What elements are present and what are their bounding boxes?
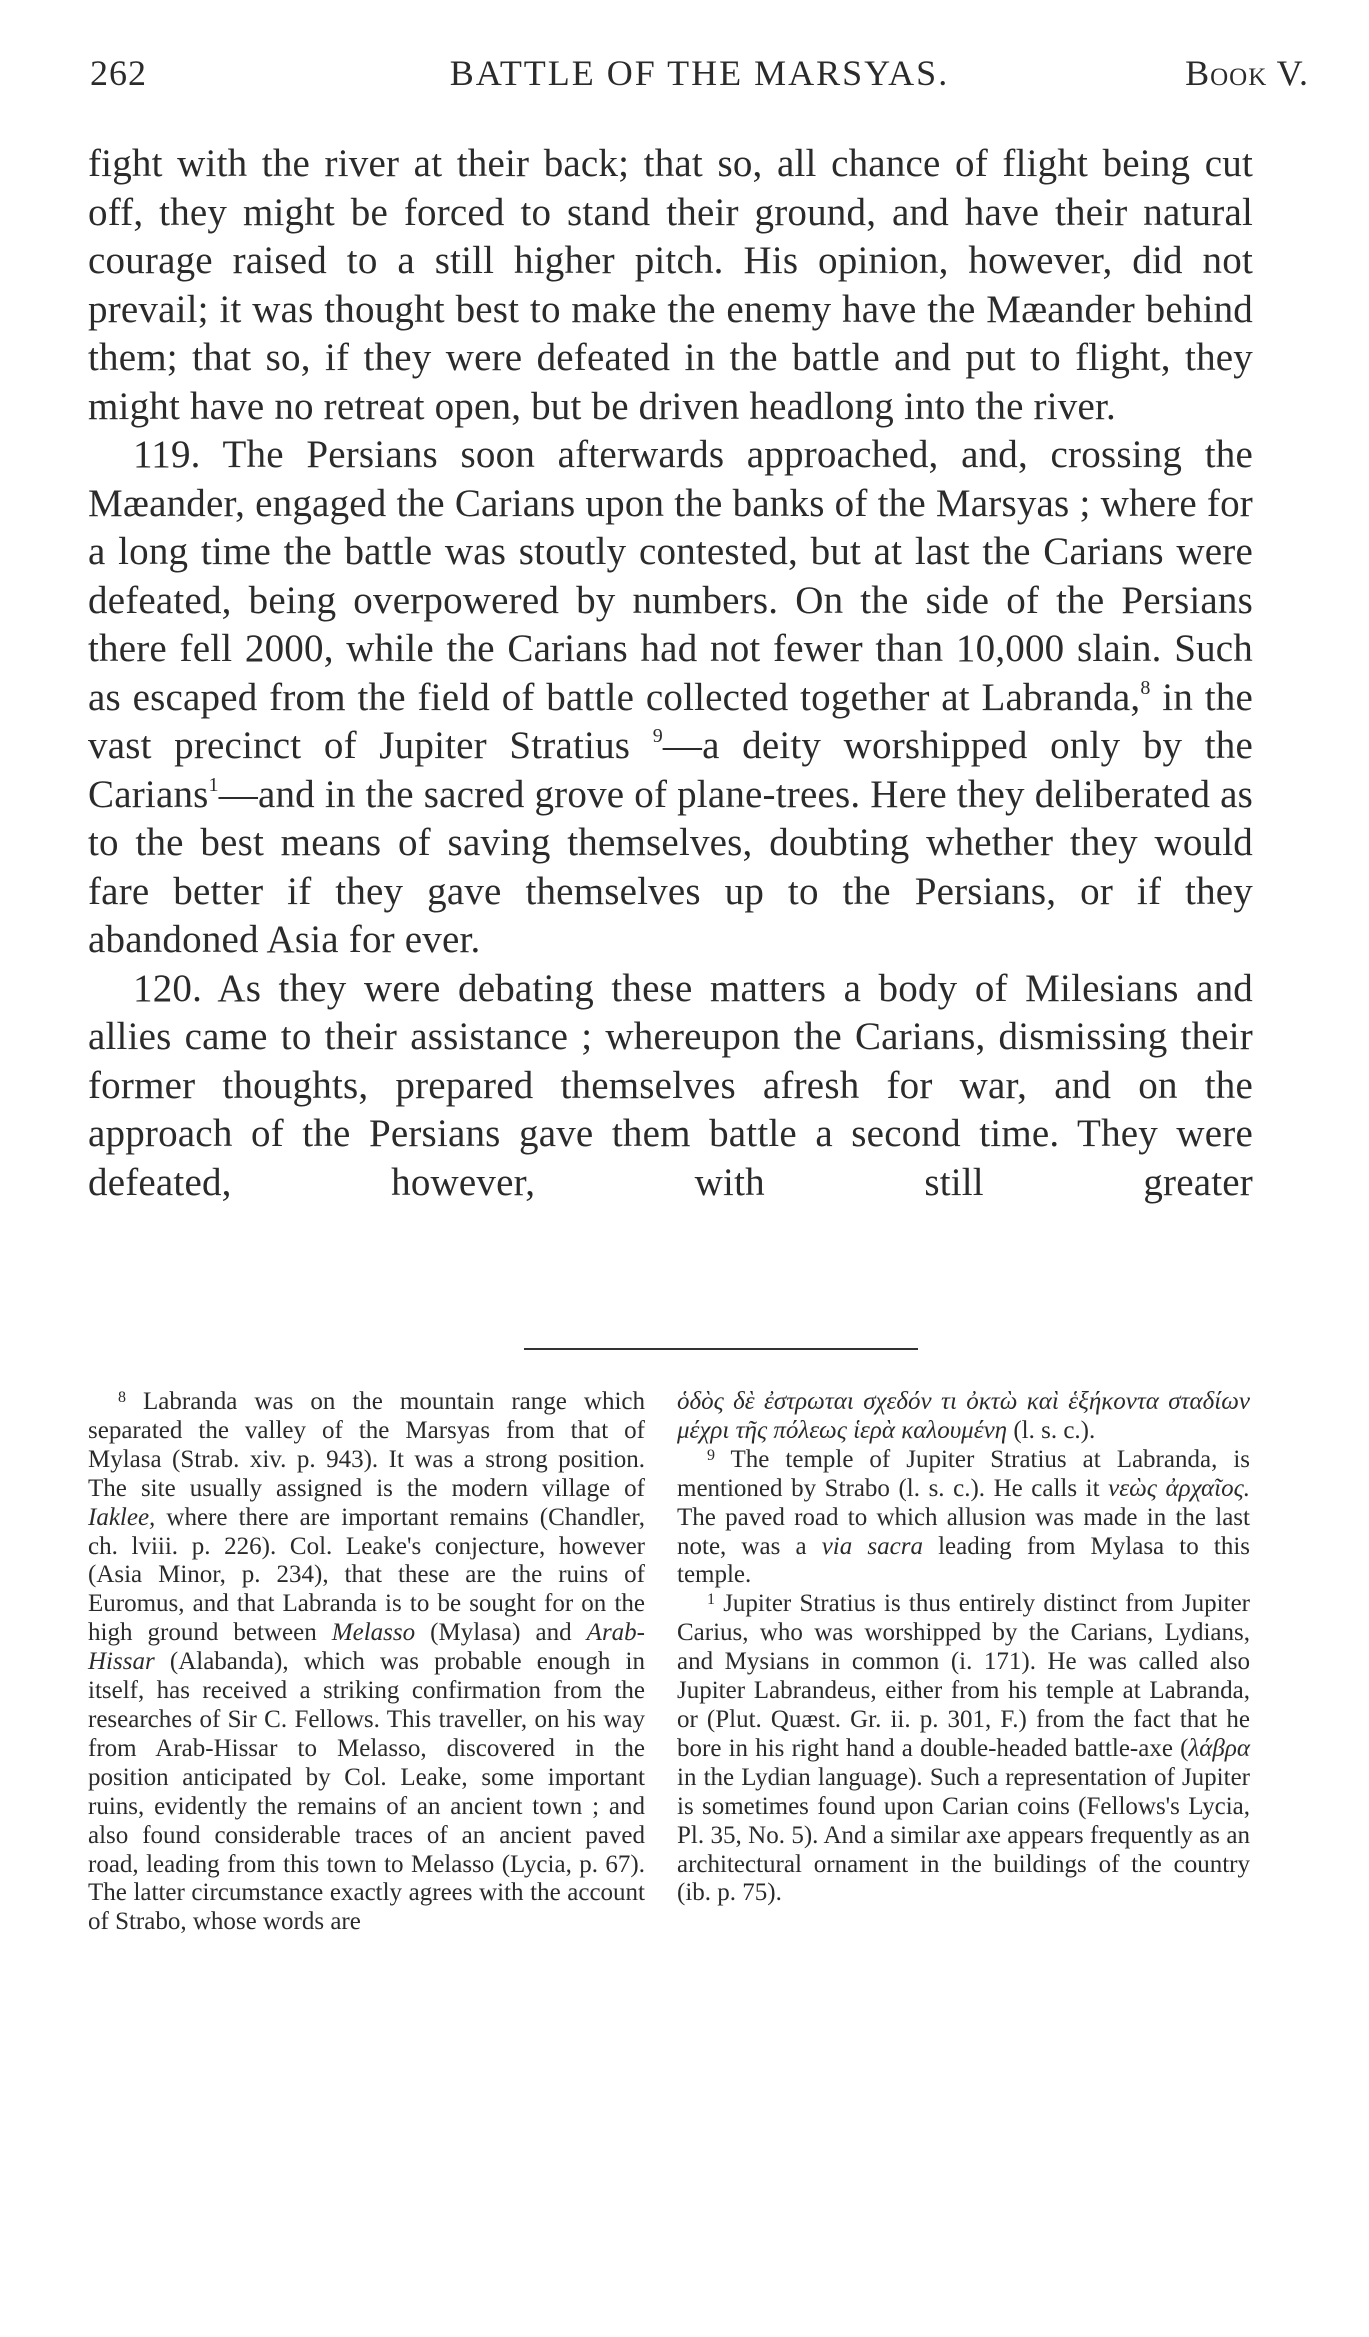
footnote-1: $^1$ Jupiter Stratius is thus entirely distinct from Jupiter Carius, who was worshipped by the Carians, Lydians, and Mysians in common (i. 171). He was called also Jupiter Labrandeus, either from his temple at Labranda, or (Plut. Quæst. Gr. ii. p. 301, F.) from the fact that he bore in his right hand a double-headed battle-axe (λάβρα in the Lydian language). Such a representation of Jupiter is sometimes found upon Carian coins (Fellows's Lycia, Pl. 35, No. 5). And a similar axe appears frequently as an architectural ornament in the buildings of the country (ib. p. 75). xyxy=(677,1590,1250,1907)
main-text xyxy=(88,140,1253,1207)
running-header xyxy=(90,52,1309,102)
footnotes-right-column xyxy=(677,1388,1250,1908)
footnote-ref-9: 9 xyxy=(652,725,663,747)
footnote-divider xyxy=(524,1348,918,1350)
paragraph-continued: fight with the river at their back; that so, all chance of flight being cut off, they might be forced to stand their ground, and have their natural courage raised to a still higher pitch. His opinion, however, did not prevail; it was thought best to make the enemy have the Mæander behind them; that so, if they were defeated in the battle and put to flight, they might have no retreat open, but be driven headlong into the river. xyxy=(88,142,1253,428)
paragraph-119: 119. The Persians soon afterwards approached, and, crossing the Mæander, engaged the Carians upon the banks of the Marsyas ; where for a long time the battle was stoutly contested, but at last the Carians were defeated, being overpowered by numbers. On the side of the Persians there fell 2000, while the Carians had not fewer than 10,000 slain. Such as escaped from the field of battle collected together at Labranda,$^8$ in the vast precinct of Jupiter Stratius $^9$—a deity worshipped only by the Carians$^1$—and in the sacred grove of plane-trees. Here they deliberated as to the best means of saving themselves, doubting whether they would fare better if they gave themselves up to the Persians, or if they abandoned Asia for ever. xyxy=(88,433,1254,961)
footnote-8: $^8$ Labranda was on the mountain range which separated the valley of the Marsyas from that of Mylasa (Strab. xiv. p. 943). It was a strong position. The site usually assigned is the modern village of Iaklee, where there are important remains (Chandler, ch. lviii. p. 226). Col. Leake's conjecture, however (Asia Minor, p. 234), that these are the ruins of Euromus, and that Labranda is to be sought for on the high ground between Melasso (Mylasa) and Arab-Hissar (Alabanda), which was probable enough in itself, has received a striking confirmation from the researches of Sir C. Fellows. This traveller, on his way from Arab-Hissar to Melasso, discovered in the position anticipated by Col. Leake, some important ruins, evidently the remains of an ancient town ; and also found considerable traces of an ancient paved road, leading from this town to Melasso (Lycia, p. 67). The latter circumstance exactly agrees with the account of Strabo, whose words are xyxy=(88,1388,645,1936)
footnote-9: $^9$ The temple of Jupiter Stratius at Labranda, is mentioned by Strabo (l. s. c.). He calls it νεὼς ἀρχαῖος. The paved road to which allusion was made in the last note, was a via sacra leading from Mylasa to this temple. xyxy=(677,1445,1251,1589)
page-number: 262 xyxy=(90,53,147,93)
paragraph-120: 120. As they were debating these matters a body of Milesians and allies came to their assistance ; whereupon the Carians, dismissing their former thoughts, prepared themselves afresh for war, and on the approach of the Persians gave them battle a second time. They were defeated, however, with still greater xyxy=(88,966,1253,1204)
footnote-ref-1: 1 xyxy=(208,773,219,796)
book-label: Book V. xyxy=(1185,53,1309,93)
footnotes-left-column xyxy=(88,1388,645,1937)
footnote-ref-8: 8 xyxy=(1140,676,1151,699)
footnote-8-continued: ὁδὸς δὲ ἐστρωται σχεδόν τι ὀκτὼ καὶ ἑξήκοντα σταδίων μέχρι τῆς πόλεως ἱερὰ καλουμένη (l. s. c.). xyxy=(677,1388,1250,1444)
running-title: BATTLE OF THE MARSYAS. xyxy=(449,53,950,93)
